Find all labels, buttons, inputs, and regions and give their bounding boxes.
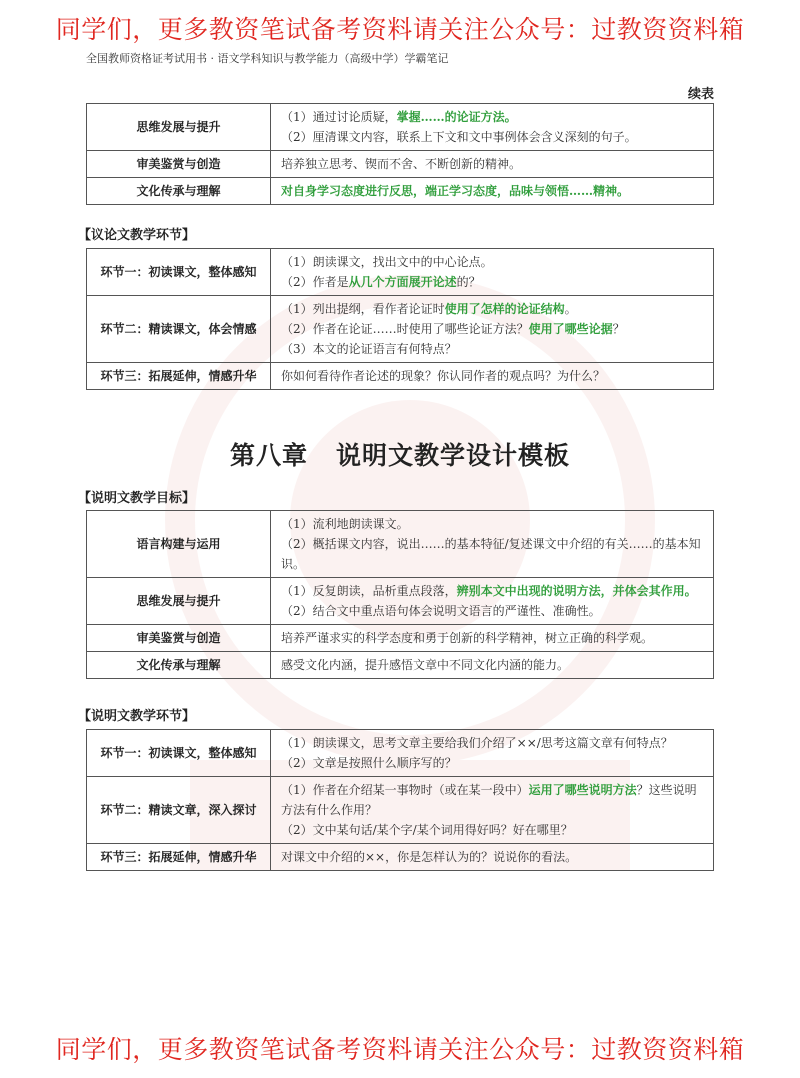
- row-key: 环节二：精读课文，体会情感: [87, 296, 271, 363]
- row-content: 对自身学习态度进行反思，端正学习态度，品味与领悟……精神。: [271, 178, 714, 205]
- table-row: [87, 363, 714, 390]
- top-promo-banner: 同学们，更多教资笔试备考资料请关注公众号：过教资资料箱: [55, 15, 745, 44]
- row-key: 审美鉴赏与创造: [87, 625, 271, 652]
- row-key: 文化传承与理解: [87, 652, 271, 679]
- table-row: [87, 625, 714, 652]
- row-content: 对课文中介绍的××，你是怎样认为的？说说你的看法。: [271, 844, 714, 871]
- row-key: 思维发展与提升: [87, 578, 271, 625]
- row-content: 感受文化内涵，提升感悟文章中不同文化内涵的能力。: [271, 652, 714, 679]
- row-content: （1）作者在介绍某一事物时（或在某一段中）运用了哪些说明方法？这些说明方法有什么作用？ （2）文中某句话/某个字/某个词用得好吗？好在哪里？: [271, 777, 714, 844]
- row-content: （1）朗读课文，找出文中的中心论点。 （2）作者是从几个方面展开论述的？: [271, 249, 714, 296]
- table-row: [87, 178, 714, 205]
- row-key: 文化传承与理解: [87, 178, 271, 205]
- row-content: （1）朗读课文，思考文章主要给我们介绍了××/思考这篇文章有何特点？ （2）文章是按照什么顺序写的？: [271, 730, 714, 777]
- section-heading-expo-goals: 【说明文教学目标】: [78, 491, 196, 506]
- chapter-title: [0, 436, 800, 472]
- table-row: [87, 730, 714, 777]
- argument-goals-table: [86, 103, 714, 205]
- table-row: [87, 844, 714, 871]
- table-row: [87, 104, 714, 151]
- continued-table-label: 续表: [687, 87, 714, 102]
- row-key: 环节一：初读课文，整体感知: [87, 249, 271, 296]
- section-heading-expo-steps: 【说明文教学环节】: [78, 709, 196, 724]
- table-row: [87, 777, 714, 844]
- chapter-number: 第八章: [229, 441, 308, 470]
- expository-steps-table: [86, 729, 714, 871]
- table-row: [87, 296, 714, 363]
- row-content: （1）流利地朗读课文。 （2）概括课文内容，说出……的基本特征/复述课文中介绍的有关……的基本知识。: [271, 511, 714, 578]
- row-key: 环节三：拓展延伸，情感升华: [87, 363, 271, 390]
- row-content: 培养独立思考、锲而不舍、不断创新的精神。: [271, 151, 714, 178]
- row-content: 你如何看待作者论述的现象？你认同作者的观点吗？为什么？: [271, 363, 714, 390]
- row-content: 培养严谨求实的科学态度和勇于创新的科学精神，树立正确的科学观。: [271, 625, 714, 652]
- argument-steps-table: [86, 248, 714, 390]
- row-content: （1）反复朗读，品析重点段落，辨别本文中出现的说明方法，并体会其作用。 （2）结合文中重点语句体会说明文语言的严谨性、准确性。: [271, 578, 714, 625]
- bottom-promo-banner: 同学们，更多教资笔试备考资料请关注公众号：过教资资料箱: [55, 1035, 745, 1064]
- section-heading-argument-steps: 【议论文教学环节】: [78, 228, 196, 243]
- table-row: [87, 578, 714, 625]
- table-row: [87, 151, 714, 178]
- book-running-header: 全国教师资格证考试用书 · 语文学科知识与教学能力（高级中学）学霸笔记: [86, 52, 449, 65]
- row-key: 环节二：精读文章，深入探讨: [87, 777, 271, 844]
- table-row: [87, 249, 714, 296]
- table-row: [87, 652, 714, 679]
- row-content: （1）列出提纲，看作者论证时使用了怎样的论证结构。 （2）作者在论证……时使用了哪些论证方法？使用了哪些论据？ （3）本文的论证语言有何特点？: [271, 296, 714, 363]
- row-key: 环节三：拓展延伸，情感升华: [87, 844, 271, 871]
- row-key: 思维发展与提升: [87, 104, 271, 151]
- row-content: （1）通过讨论质疑，掌握……的论证方法。 （2）厘清课文内容，联系上下文和文中事例体会含义深刻的句子。: [271, 104, 714, 151]
- row-key: 环节一：初读课文，整体感知: [87, 730, 271, 777]
- table-row: [87, 511, 714, 578]
- row-key: 审美鉴赏与创造: [87, 151, 271, 178]
- chapter-name: 说明文教学设计模板: [336, 441, 571, 470]
- expository-goals-table: [86, 510, 714, 679]
- row-key: 语言构建与运用: [87, 511, 271, 578]
